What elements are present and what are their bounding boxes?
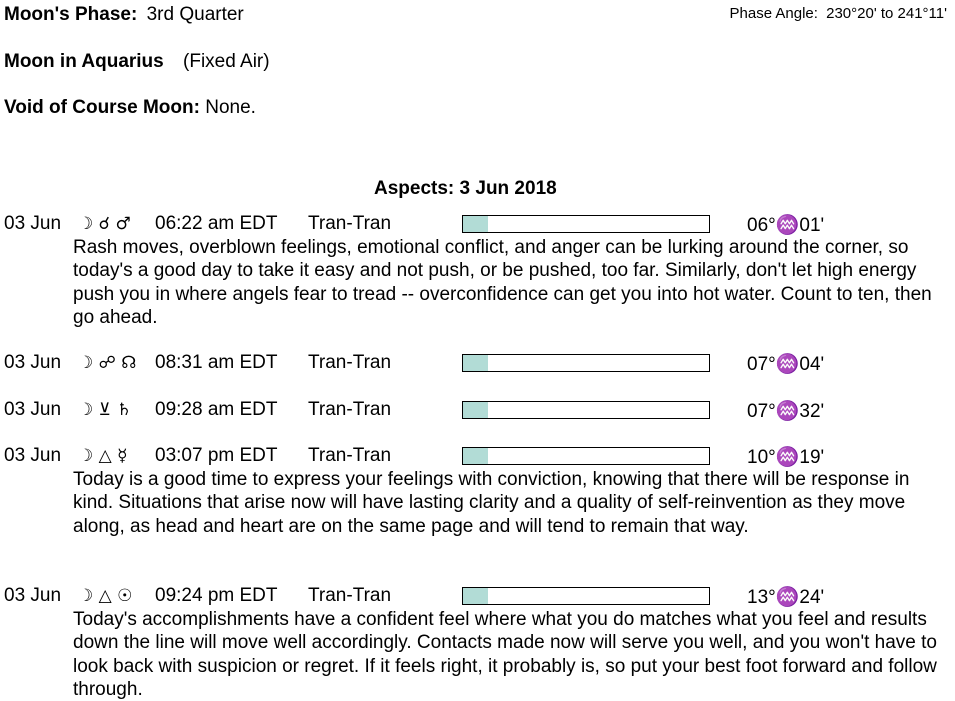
moon-sign-label: Moon in Aquarius [4, 51, 164, 72]
phase-angle [730, 5, 947, 22]
aspect-description: Rash moves, overblown feelings, emotional conflict, and anger can be lurking around the corner, so today's a good day to take it easy and not push, or be pushed, too far. Similarly, don't let high energy push you in where angels fear to tread -- overconfidence can get you into hot water. Count to ten, then go ahead. [73, 237, 932, 328]
moon-sign-detail: (Fixed Air) [183, 51, 270, 72]
aspect-position: 13°♒24' [747, 587, 825, 608]
aspect-time: 06:22 am EDT [155, 213, 278, 234]
aspect-time: 09:28 am EDT [155, 399, 278, 420]
aspect-description: Today's accomplishments have a confident feel where what you do matches what you feel and results down the line will move well accordingly. Contacts made now will serve you well, and you won't have to look back with suspicion or regret. If it feels right, it probably is, so put your best foot forward and follow through. [73, 609, 937, 700]
moon-phase-label: Moon's Phase: [4, 4, 138, 25]
aspect-kind: Tran-Tran [308, 213, 392, 234]
phase-angle-value: 230°20' to 241°11' [826, 5, 947, 22]
moon-sign-line [4, 51, 270, 73]
aspect-kind: Tran-Tran [308, 352, 392, 373]
strength-bar-fill [463, 448, 488, 464]
strength-bar [462, 401, 710, 419]
aspect-date: 03 Jun [4, 352, 62, 373]
aspect-position: 07°♒32' [747, 401, 825, 422]
strength-bar [462, 587, 710, 605]
strength-bar [462, 354, 710, 372]
strength-bar-fill [463, 216, 488, 232]
aspect-kind: Tran-Tran [308, 399, 392, 420]
aspects-title: Aspects: 3 Jun 2018 [374, 178, 557, 199]
aspect-date: 03 Jun [4, 445, 62, 466]
strength-bar-fill [463, 588, 488, 604]
aspect-glyphs: ☽ ☍ ☊ [78, 353, 137, 373]
aspect-time: 03:07 pm EDT [155, 445, 278, 466]
aspect-kind: Tran-Tran [308, 445, 392, 466]
aspect-date: 03 Jun [4, 399, 62, 420]
strength-bar-fill [463, 402, 488, 418]
aspect-position: 10°♒19' [747, 447, 825, 468]
moon-phase-line [4, 4, 244, 26]
aspect-row [4, 399, 944, 423]
aspect-date: 03 Jun [4, 585, 62, 606]
strength-bar-fill [463, 355, 488, 371]
aspect-row [4, 352, 944, 376]
void-label: Void of Course Moon: [4, 97, 200, 118]
aspect-glyphs: ☽ △ ☿ [78, 446, 128, 466]
aspect-row [4, 213, 944, 237]
phase-angle-label: Phase Angle: [729, 5, 818, 22]
void-value: None. [205, 97, 256, 118]
strength-bar [462, 447, 710, 465]
strength-bar [462, 215, 710, 233]
aspect-position: 06°♒01' [747, 215, 825, 236]
aspect-date: 03 Jun [4, 213, 62, 234]
aspect-row [4, 585, 944, 609]
aspect-position: 07°♒04' [747, 354, 825, 375]
aspect-row [4, 445, 944, 469]
aspect-glyphs: ☽ ☌ ♂ [78, 214, 131, 234]
aspect-glyphs: ☽ ⊻ ♄ [78, 400, 132, 420]
aspect-glyphs: ☽ △ ☉ [78, 586, 133, 606]
void-of-course-line [4, 97, 256, 119]
aspect-description: Today is a good time to express your feelings with conviction, knowing that there will be response in kind. Situations that arise now will have lasting clarity and a quality of self-reinvention as they move along, as head and heart are on the same page and will tend to remain that way. [73, 469, 910, 537]
aspect-time: 09:24 pm EDT [155, 585, 278, 606]
aspect-kind: Tran-Tran [308, 585, 392, 606]
aspect-time: 08:31 am EDT [155, 352, 278, 373]
moon-phase-value: 3rd Quarter [146, 4, 244, 25]
